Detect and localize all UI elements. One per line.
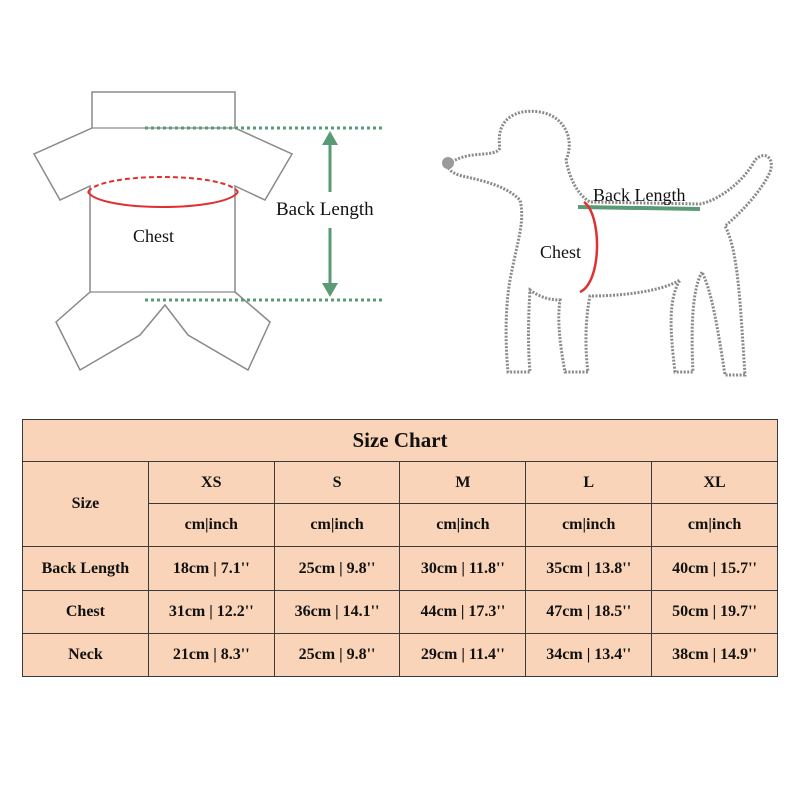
table-row-back-length <box>23 547 778 590</box>
garment-arrowhead-down <box>322 283 338 297</box>
garment-back-length-label: Back Length <box>276 199 374 220</box>
row-label-back-length: Back Length <box>23 547 149 590</box>
unit-label-m: cm|inch <box>400 504 526 547</box>
unit-label-xl: cm|inch <box>652 504 778 547</box>
size-s-header: S <box>274 462 400 504</box>
table-cell: 25cm | 9.8'' <box>274 547 400 590</box>
size-chart-title: Size Chart <box>23 420 778 462</box>
table-cell: 44cm | 17.3'' <box>400 590 526 633</box>
dog-back-length-label: Back Length <box>593 185 686 205</box>
size-chart-table <box>22 419 778 677</box>
row-label-chest: Chest <box>23 590 149 633</box>
size-xl-header: XL <box>652 462 778 504</box>
dog-diagram <box>442 111 771 375</box>
table-cell: 35cm | 13.8'' <box>526 547 652 590</box>
size-m-header: M <box>400 462 526 504</box>
table-cell: 29cm | 11.4'' <box>400 633 526 676</box>
table-row-neck <box>23 633 778 676</box>
size-header-cell: Size <box>23 462 149 547</box>
dog-nose-icon <box>442 157 454 169</box>
garment-arrowhead-up <box>322 131 338 145</box>
table-cell: 50cm | 19.7'' <box>652 590 778 633</box>
table-cell: 30cm | 11.8'' <box>400 547 526 590</box>
dog-chest-label: Chest <box>540 242 582 262</box>
table-cell: 40cm | 15.7'' <box>652 547 778 590</box>
size-l-header: L <box>526 462 652 504</box>
unit-label-s: cm|inch <box>274 504 400 547</box>
table-cell: 47cm | 18.5'' <box>526 590 652 633</box>
dog-outline <box>448 111 771 375</box>
size-xs-header: XS <box>148 462 274 504</box>
table-cell: 18cm | 7.1'' <box>148 547 274 590</box>
unit-label-xs: cm|inch <box>148 504 274 547</box>
table-cell: 38cm | 14.9'' <box>652 633 778 676</box>
table-row-chest <box>23 590 778 633</box>
table-cell: 21cm | 8.3'' <box>148 633 274 676</box>
table-cell: 34cm | 13.4'' <box>526 633 652 676</box>
garment-chest-label: Chest <box>133 226 175 246</box>
table-cell: 31cm | 12.2'' <box>148 590 274 633</box>
table-cell: 25cm | 9.8'' <box>274 633 400 676</box>
garment-diagram <box>34 92 382 370</box>
dog-back-length-line <box>578 207 700 209</box>
table-cell: 36cm | 14.1'' <box>274 590 400 633</box>
row-label-neck: Neck <box>23 633 149 676</box>
unit-label-l: cm|inch <box>526 504 652 547</box>
